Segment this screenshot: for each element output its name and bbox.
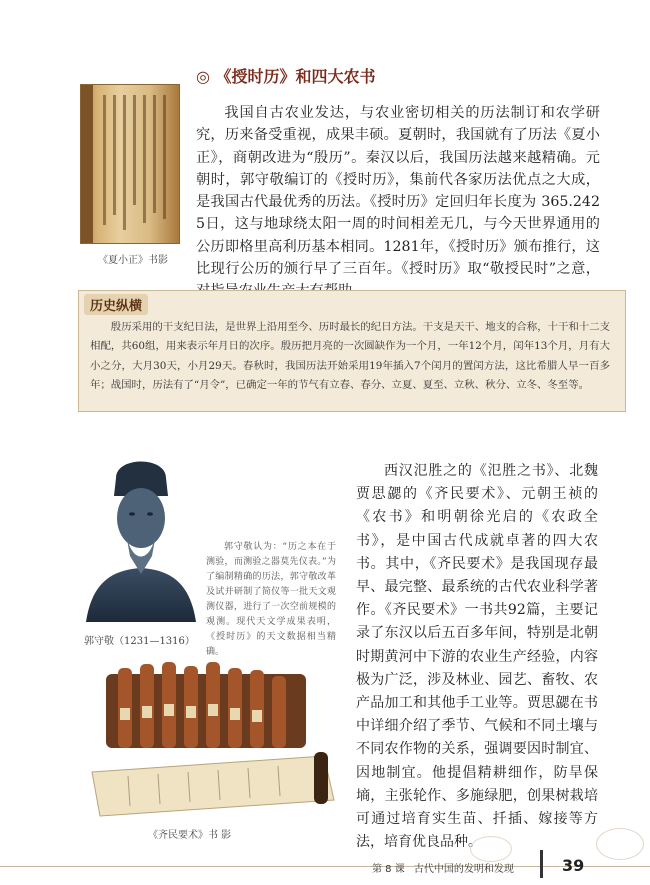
cloud-ornament [596,828,644,860]
footer-divider [540,850,543,878]
qi-min-yao-shu-photo [88,660,340,820]
footer-lesson [372,860,514,875]
portrait-caption: 郭守敬（1231—1316） [84,636,195,647]
portrait-side-note: 郭守敬认为：“历之本在于测验，而测验之器莫先仪表。”为了编制精确的历法，郭守敬改革及试并研制了简仪等一批天文观测仪器，进行了一次空前规模的观测。现代天文学成果表明，《授时历》的天文数据相当精确。 [206,542,336,657]
history-box-heading: 历史纵横 [84,294,148,315]
section-heading [196,64,376,87]
footer-rule [0,866,650,867]
cloud-ornament [470,836,512,862]
history-box-text: 殷历采用的干支纪日法，是世界上沿用至今、历时最长的纪日方法。干支是天干、地支的合称，十干和十二支相配，共60组，用来表示年月日的次序。殷历把月亮的一次圆缺作为一个月，一年12个月，闰年13个月，月有大小之分，大月30天，小月29天。春秋时，我国历法开始采用19年插入7个闰月的置闰方法，这比希腊人早一百多年；战国时，历法有了“月令”，已确定一年的节气有立春、春分、立夏、夏至、立秋、秋分、立冬、冬至等。 [90,321,610,392]
lesson-title: 古代中国的发明和发现 [413,864,514,875]
page-number: 39 [562,856,585,875]
xia-xiao-zheng-book-photo [80,84,180,244]
four-agricultural-books-paragraph: 西汉氾胜之的《氾胜之书》、北魏贾思勰的《齐民要术》、元朝王祯的《农书》和明朝徐光启的《农政全书》，是中国古代成就卓著的四大农书。其中，《齐民要术》是我国现存最早、最完整、最系统的古代农业科学著作。《齐民要术》一书共92篇，主要记录了东汉以后五百多年间，特别是北朝时期黄河中下游的农业生产经验，内容极为广泛，涉及林业、园艺、畜牧、农产品加工和其他手工业等。贾思勰在书中详细介绍了季节、气候和不同土壤与不同农作物的关系，强调要因时制宜、因地制宜。他提倡精耕细作，防旱保墒，主张轮作、多施绿肥，创果树栽培可通过培育实生苗、扦插、嫁接等方法，培育优良品种。 [356,463,598,851]
shoushi-calendar-paragraph: 我国自古农业发达，与农业密切相关的历法制订和农学研究，历来备受重视，成果丰硕。夏朝时，我国就有了历法《夏小正》，商朝改进为“殷历”。秦汉以后，我国历法越来越精确。元朝时，郭守敬编订的《授时历》，集前代各家历法优点之大成，是我国古代最优秀的历法。《授时历》定回归年长度为 365.242 5日，这与地球绕太阳一周的时间相差无几，与今天世界通用的公历即格里高利历基本相同。1281年，《授时历》颁布推行，这比现行公历的颁行早了三百年。《授时历》取“敬授民时”之意， [196,105,600,278]
section-marker-icon: ◎ [196,67,210,86]
scroll-photo-caption: 《齐民要术》书 影 [148,830,232,841]
book-photo-caption: 《夏小正》书影 [98,255,168,266]
section-title: 《授时历》和四大农书 [215,67,376,86]
book-spine [81,85,93,243]
lesson-number: 第 8 课 [372,864,405,875]
guo-shoujing-portrait [82,452,200,622]
